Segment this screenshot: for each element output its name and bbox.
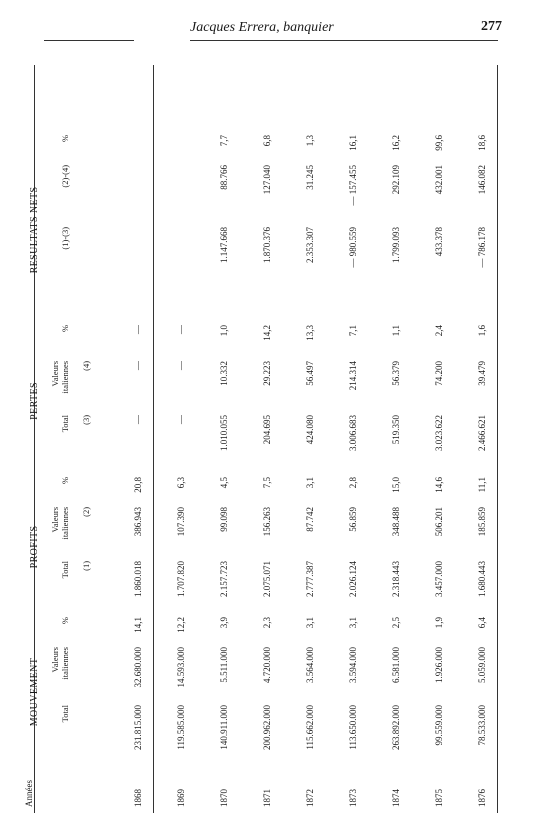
group-resultats-nets: RESULTATS NETS (28, 186, 40, 274)
pertes-pct-head: % (60, 324, 70, 333)
cell-p-total: 2.157.723 (218, 560, 229, 597)
cell-p-pct: 20,8 (132, 476, 143, 493)
cell-m-pct: 6,4 (476, 616, 487, 629)
cell-r-pct: 18,6 (476, 134, 487, 151)
table-row (460, 61, 503, 811)
resultats-pct-head: % (60, 134, 70, 143)
cell-m-val: 5.059.000 (476, 647, 487, 683)
cell-r2: 292.109 (390, 164, 401, 195)
cell-p-total: 2.026.124 (347, 560, 358, 597)
cell-p-val: 348.488 (390, 506, 401, 537)
cell-l-total: — (132, 414, 143, 424)
cell-m-total: 263.892.000 (390, 705, 401, 750)
cell-m-total: 231.815.000 (132, 705, 143, 750)
cell-m-pct: 3,1 (304, 616, 315, 629)
cell-m-total: 200.962.000 (261, 705, 272, 750)
cell-r2: 432.001 (433, 164, 444, 195)
cell-m-total: 99.559.000 (433, 705, 444, 746)
cell-l-total: 1.010.055 (218, 414, 229, 451)
cell-l-pct: 1,6 (476, 324, 487, 337)
cell-l-pct: 13,3 (304, 324, 315, 341)
cell-year: 1874 (390, 789, 401, 807)
profits-idx-1: (1) (81, 560, 91, 571)
cell-l-val: — (175, 360, 186, 370)
cell-p-val: 156.263 (261, 506, 272, 537)
cell-p-pct: 15,0 (390, 476, 401, 493)
cell-p-val: 56.859 (347, 506, 358, 532)
cell-p-total: 1.680.443 (476, 560, 487, 597)
header-row-indices (72, 61, 94, 811)
cell-l-val: 10.332 (218, 360, 229, 386)
cell-p-val: 386.943 (132, 506, 143, 537)
cell-p-pct: 4,5 (218, 476, 229, 489)
cell-p-val: 185.859 (476, 506, 487, 537)
cell-r2: 127.040 (261, 164, 272, 195)
table-row (288, 61, 331, 811)
cell-m-total: 115.662.000 (304, 705, 315, 750)
resultats-col1-head: (1)-(3) (60, 226, 70, 250)
cell-r-pct: 6,8 (261, 134, 272, 147)
cell-r-pct: 16,1 (347, 134, 358, 151)
cell-l-val: 214.314 (347, 360, 358, 391)
cell-l-pct: 14,2 (261, 324, 272, 341)
table-row (159, 61, 202, 811)
pertes-total-head: Total (60, 414, 70, 433)
cell-r2: 31.245 (304, 164, 315, 190)
cell-m-val: 3.594.000 (347, 647, 358, 683)
profits-pct-head: % (60, 476, 70, 485)
cell-l-pct: 2,4 (433, 324, 444, 337)
cell-l-pct: 1,1 (390, 324, 401, 337)
header-rule-right (190, 40, 498, 41)
cell-p-pct: 3,1 (304, 476, 315, 489)
cell-year: 1872 (304, 789, 315, 807)
cell-r1: — 980.559 (347, 226, 358, 268)
running-header-title: Jacques Errera, banquier (190, 20, 334, 35)
cell-l-val: 29.223 (261, 360, 272, 386)
cell-p-val: 99.098 (218, 506, 229, 532)
cell-m-pct: 2,3 (261, 616, 272, 629)
cell-l-total: 204.695 (261, 414, 272, 445)
table-row (331, 61, 374, 811)
cell-year: 1873 (347, 789, 358, 807)
cell-l-pct: — (175, 324, 186, 334)
cell-l-val: 39.479 (476, 360, 487, 386)
cell-m-pct: 3,9 (218, 616, 229, 629)
pertes-idx-4: (4) (81, 360, 91, 371)
cell-m-pct: 14,1 (132, 616, 143, 633)
cell-l-val: 56.379 (390, 360, 401, 386)
cell-m-pct: 1,9 (433, 616, 444, 629)
cell-year: 1876 (476, 789, 487, 807)
cell-p-total: 1.860.018 (132, 560, 143, 597)
cell-l-total: 424.080 (304, 414, 315, 445)
cell-year: 1871 (261, 789, 272, 807)
cell-l-val: — (132, 360, 143, 370)
cell-l-total: — (175, 414, 186, 424)
cell-p-total: 3.457.000 (433, 560, 444, 597)
page-number: 277 (481, 19, 502, 34)
pertes-valeurs-head: Valeurs italiennes (50, 360, 70, 394)
cell-r1: 1.870.376 (261, 226, 272, 263)
cell-r2 (116, 165, 159, 227)
cell-r1: 2.353.307 (304, 226, 315, 263)
cell-m-total: 113.650.000 (347, 705, 358, 750)
cell-l-val: 56.497 (304, 360, 315, 386)
cell-r1: 433.378 (433, 226, 444, 257)
cell-p-total: 2.075.071 (261, 560, 272, 597)
cell-m-val: 3.564.000 (304, 647, 315, 683)
cell-year: 1875 (433, 789, 444, 807)
cell-year: 1869 (175, 789, 186, 807)
cell-m-val: 32.680.000 (132, 647, 143, 688)
cell-p-total: 1.707.820 (175, 560, 186, 597)
table-body (116, 61, 503, 811)
cell-year: 1868 (132, 789, 143, 807)
cell-r2: 88.766 (218, 164, 229, 190)
table-row (116, 61, 159, 811)
mouvement-valeurs-head: Valeurs italiennes (50, 647, 70, 680)
group-profits: PROFITS (28, 525, 40, 569)
group-mouvement: MOUVEMENT (28, 657, 40, 727)
cell-r1: 1.799.093 (390, 226, 401, 263)
profits-valeurs-head: Valeurs italiennes (50, 506, 70, 540)
resultats-col2-head: (2)-(4) (60, 164, 70, 188)
cell-m-total: 140.911.000 (218, 705, 229, 750)
cell-m-val: 14.593.000 (175, 647, 186, 688)
rotated-financial-table (24, 61, 494, 811)
years-label: Années (24, 780, 34, 807)
cell-m-val: 6.581.000 (390, 647, 401, 683)
cell-l-total: 3.006.683 (347, 414, 358, 451)
cell-l-total: 519.350 (390, 414, 401, 445)
cell-r-pct (116, 135, 159, 165)
cell-p-val: 107.390 (175, 506, 186, 537)
group-pertes: PERTES (28, 381, 40, 420)
cell-r-pct: 7,7 (218, 134, 229, 147)
cell-p-pct: 6,3 (175, 476, 186, 489)
cell-l-pct: 7,1 (347, 324, 358, 337)
cell-p-pct: 11,1 (476, 476, 487, 493)
table-row (417, 61, 460, 811)
cell-m-total: 78.533.000 (476, 705, 487, 746)
cell-p-val: 87.742 (304, 506, 315, 532)
cell-m-val: 1.926.000 (433, 647, 444, 683)
cell-r1: — 786.178 (476, 226, 487, 268)
cell-r2 (159, 165, 202, 227)
cell-p-total: 2.777.387 (304, 560, 315, 597)
cell-l-pct: 1,0 (218, 324, 229, 337)
cell-r1 (159, 227, 202, 325)
table-row (245, 61, 288, 811)
cell-p-val: 506.201 (433, 506, 444, 537)
cell-p-pct: 14,6 (433, 476, 444, 493)
table-row (202, 61, 245, 811)
cell-l-total: 2.466.621 (476, 414, 487, 451)
cell-r-pct: 1,3 (304, 134, 315, 147)
cell-r-pct: 16,2 (390, 134, 401, 151)
header-row-subheads (44, 61, 72, 811)
cell-l-pct: — (132, 324, 143, 334)
mouvement-pct-head: % (60, 616, 70, 625)
cell-m-pct: 2,5 (390, 616, 401, 629)
cell-p-pct: 2,8 (347, 476, 358, 489)
cell-m-total: 119.585.000 (175, 705, 186, 750)
cell-m-val: 5.511.000 (218, 647, 229, 683)
cell-r-pct (159, 135, 202, 165)
header-rule-left (44, 40, 134, 41)
cell-m-pct: 3,1 (347, 616, 358, 629)
cell-m-val: 4.720.000 (261, 647, 272, 683)
cell-r-pct: 99,6 (433, 134, 444, 151)
cell-r2: 146.082 (476, 164, 487, 195)
cell-p-total: 2.318.443 (390, 560, 401, 597)
cell-r1: 1.147.668 (218, 226, 229, 263)
cell-m-pct: 12,2 (175, 616, 186, 633)
financial-table (24, 61, 503, 811)
mouvement-total-head: Total (60, 705, 70, 723)
header-row-groups (24, 61, 44, 811)
pertes-idx-3: (3) (81, 414, 91, 425)
cell-year: 1870 (218, 789, 229, 807)
cell-r2: — 157.455 (347, 164, 358, 206)
profits-total-head: Total (60, 560, 70, 579)
cell-l-val: 74.200 (433, 360, 444, 386)
profits-idx-2: (2) (81, 506, 91, 517)
cell-r1 (116, 227, 159, 325)
cell-l-total: 3.023.622 (433, 414, 444, 451)
cell-p-pct: 7,5 (261, 476, 272, 489)
table-row (374, 61, 417, 811)
